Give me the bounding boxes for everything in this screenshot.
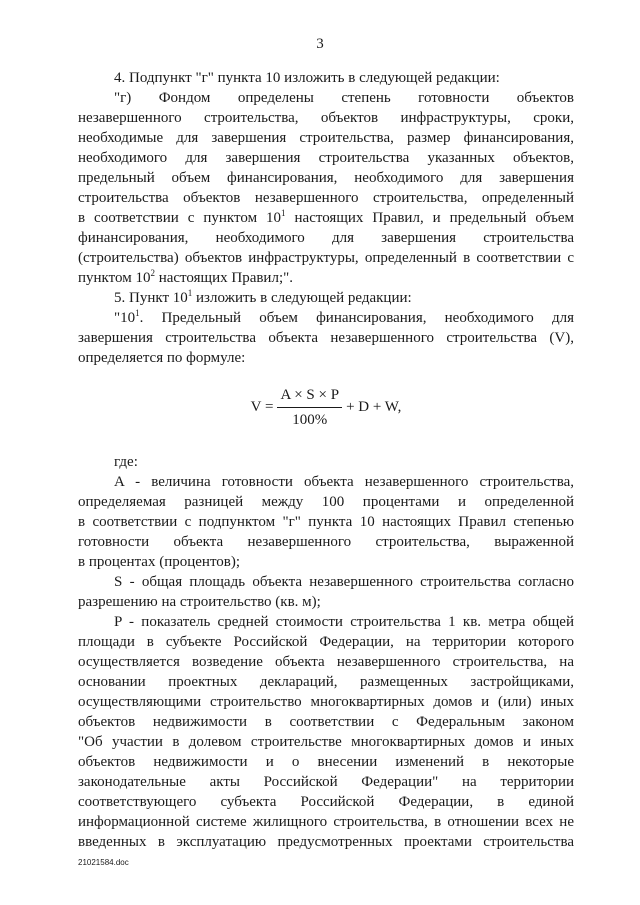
definition-p-line: введенных в эксплуатацию предусмотренных проектами строительства [78, 834, 574, 850]
where-label: где: [114, 454, 138, 470]
superscript: 1 [135, 308, 140, 318]
definition-s-line: S - общая площадь объекта незавершенного строительства согласно [114, 574, 574, 590]
para4-line: (строительства) объектов инфраструктуры, определенный в соответствии с [78, 250, 574, 266]
definition-p-line: информационной системе жилищного строительства, в отношении всех не [78, 814, 574, 830]
para4-line: необходимого для завершения строительства указанных объектов, [78, 150, 574, 166]
superscript: 1 [281, 208, 286, 218]
definition-p-line: основании проектных деклараций, размещенных застройщиками, [78, 674, 574, 690]
para5-heading [78, 288, 574, 308]
definition-p-line: объектов недвижимости и о внесении изменений в некоторые [78, 754, 574, 770]
formula-denominator: 100% [292, 411, 328, 428]
text-fragment: "10 [114, 310, 136, 326]
document-body [78, 68, 574, 852]
para4-line: незавершенного строительства, объектов инфраструктуры, сроки, [78, 110, 574, 126]
formula-rhs: + D + W, [346, 399, 402, 415]
definition-p-line: законодательные акты Российской Федерации" на территории [78, 774, 574, 790]
definition-p-line: площади в субъекте Российской Федерации, на территории которого [78, 634, 574, 650]
superscript: 2 [150, 268, 155, 278]
para4-line-10 [78, 268, 574, 288]
definition-a-line: в соответствии с подпунктом "г" пункта 10 настоящих Правил степенью [78, 514, 574, 530]
para4-line: "г) Фондом определены степень готовности объектов [114, 90, 574, 106]
para5-line-1 [78, 308, 574, 328]
para4-line: предельный объем финансирования, необходимого для завершения [78, 170, 574, 186]
para5-line: завершения строительства объекта незавершенного строительства (V), [78, 330, 574, 346]
para4-line: необходимые для завершения строительства, размер финансирования, [78, 130, 574, 146]
page-number: 3 [316, 36, 324, 52]
formula [78, 374, 574, 440]
definition-a-line: в процентах (процентов); [78, 554, 241, 570]
para4-line: строительства объектов незавершенного строительства, определенный [78, 190, 574, 206]
definition-a-line: определяемая разницей между 100 процентами и определенной [78, 494, 574, 510]
superscript: 1 [187, 288, 193, 298]
text-fragment: настоящих Правил, и предельный объем [285, 210, 574, 226]
definition-p-line: соответствующего субъекта Российской Федерации, в единой [78, 794, 574, 810]
formula-lhs: V = [250, 399, 274, 415]
definition-p-line: "Об участии в долевом строительстве многоквартирных домов и иных [78, 734, 574, 750]
formula-fraction [277, 385, 342, 430]
para4-line: финансирования, необходимого для завершения строительства [78, 230, 574, 246]
formula-numerator: A × S × P [277, 385, 342, 408]
text-fragment: настоящих Правил;". [154, 270, 293, 286]
para5-line: определяется по формуле: [78, 350, 246, 366]
text-fragment: 5. Пункт 10 [114, 290, 188, 306]
definition-p-line: объектов недвижимости в соответствии с Федеральным законом [78, 714, 574, 730]
para4-heading: 4. Подпункт "г" пункта 10 изложить в следующей редакции: [114, 70, 500, 86]
text-fragment: изложить в следующей редакции: [192, 290, 412, 306]
definition-a-line: A - величина готовности объекта незавершенного строительства, [114, 474, 574, 490]
definition-p-line: P - показатель средней стоимости строительства 1 кв. метра общей [114, 614, 574, 630]
definition-a-line: готовности объекта незавершенного строительства, выраженной [78, 534, 574, 550]
text-fragment: пунктом 10 [78, 270, 151, 286]
para4-line-7 [78, 208, 574, 228]
footer-filename: 21021584.doc [78, 858, 129, 867]
definition-s-line: разрешению на строительство (кв. м); [78, 594, 321, 610]
definition-p-line: осуществляющими строительство многоквартирных домов и (или) иных [78, 694, 574, 710]
text-fragment: в соответствии с пунктом 10 [78, 210, 282, 226]
text-fragment: . Предельный объем финансирования, необходимого для [139, 310, 574, 326]
definition-p-line: осуществляется возведение объекта незавершенного строительства, на [78, 654, 574, 670]
